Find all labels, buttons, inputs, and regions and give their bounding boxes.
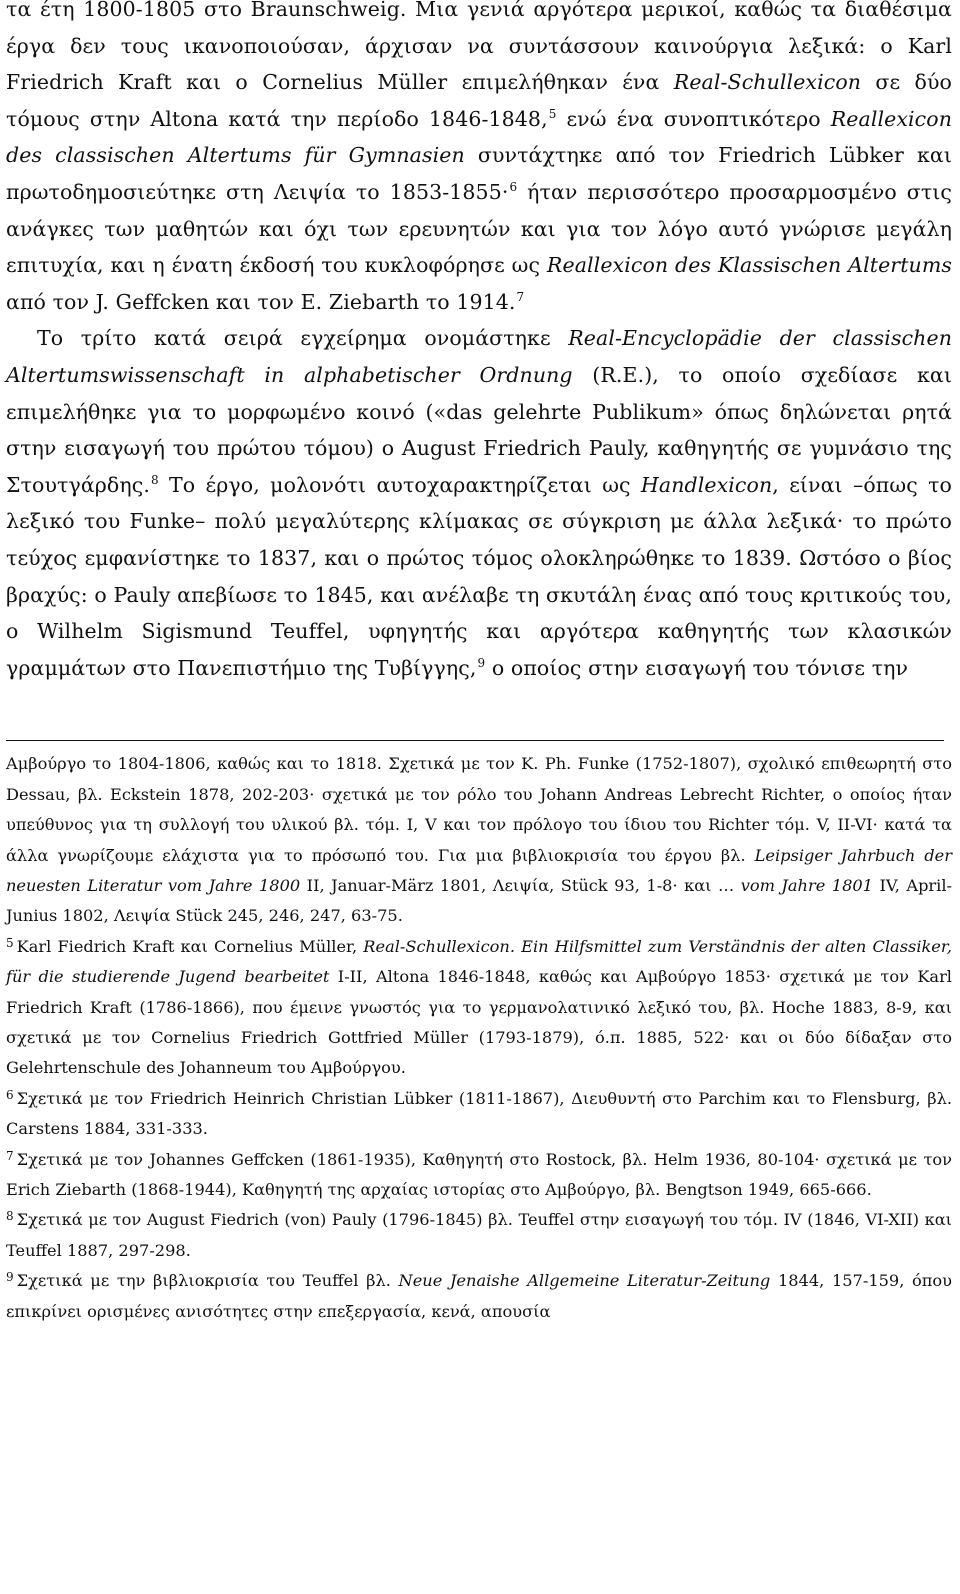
footnote-6 [6,1084,952,1145]
footnotes [6,749,952,1327]
paragraph-1 [6,0,952,320]
footnote-ref: 9 [477,655,486,670]
italic-title: Real-Schullexicon. Ein Hilfsmittel zum Verständnis der alten Classiker, für die studierende Jugend bearbeitet [6,936,952,987]
footnote-separator [6,740,944,741]
text-run: Αμβούργο το 1804-1806, καθώς και το 1818. Σχετικά με τον K. Ph. Funke (1752-1807), σχολικό επιθεωρητή στο Dessau, βλ. Eckstein 1878, 202-203· σχετικά με τον ρόλο του Johann Andreas Lebrecht Richter, ο οποίος ήταν υπεύθυνος για τη συλλογή του υλικού βλ. τόμ. I, V και τον πρόλογο του ίδιου του Richter τόμ. V, II-VI· κατά τα άλλα γνωρίζουμε ελάχιστα για το πρόσωπό του. Για μια βιβλιοκρισία του έργου βλ. [6,754,952,865]
paragraph-2 [6,320,952,686]
text-run: Karl Fiedrich Kraft και Cornelius Müller, [16,936,364,956]
footnote-number: 5 [6,935,14,950]
footnote-ref: 7 [516,289,525,304]
text-run: IV, April-Junius 1802, Λειψία Stück 245, 246, 247, 63-75. [6,875,952,926]
italic-title: Reallexicon des Klassischen Altertums [546,253,952,278]
footnote-number: 9 [6,1270,14,1285]
footnote-8 [6,1205,952,1266]
text-run: Σχετικά με τον Friedrich Heinrich Christian Lübker (1811-1867), Διευθυντή στο Parchim και το Flensburg, βλ. Carstens 1884, 331-333. [6,1088,952,1139]
italic-title: Neue Jenaishe Allgemeine Literatur-Zeitung [398,1271,771,1291]
footnote-9 [6,1266,952,1327]
footnote-number: 8 [6,1209,14,1224]
text-run: Σχετικά με τον Johannes Geffcken (1861-1935), Καθηγητή στο Rostock, βλ. Helm 1936, 80-104· σχετικά με τον Erich Ziebarth (1868-1944), Καθηγητή της αρχαίας ιστορίας στο Αμβούργο, βλ. Bengtson 1949, 665-666. [6,1149,952,1199]
text-run: συντάχτηκε από τον Friedrich Lübker και πρωτοδημοσιεύτηκε στη Λειψία το 1853-1855· [6,143,952,204]
text-run: ήταν περισσότερο προσαρμοσμένο στις ανάγκες των μαθητών και όχι των ερευνητών και για τον λόγο αυτό γνώρισε μεγάλη επιτυχία, και η ένατη έκδοσή του κυκλοφόρησε ως [6,179,953,278]
italic-title: Handlexicon [640,472,773,497]
text-run: ενώ ένα συνοπτικότερο [556,106,831,131]
footnote-ref: 8 [150,472,159,487]
italic-title: vom Jahre 1801 [740,875,873,895]
text-run: Το έργο, μολονότι αυτοχαρακτηρίζεται ως [158,472,641,497]
text-run: II, Januar-März 1801, Λειψία, Stück 93, 1-8· και … [300,875,741,895]
text-run: Σχετικά με την βιβλιοκρισία του Teuffel βλ. [16,1271,399,1291]
text-run: από τον J. Geffcken και τον E. Ziebarth το 1914. [6,289,516,314]
italic-title: Real-Schullexicon [673,70,862,95]
text-run: (R.E.), το οποίο σχεδίασε και επιμελήθηκε για το μορφωμένο κοινό («das gelehrte Publikum» όπως δηλώνεται ρητά στην εισαγωγή του πρώτου τόμου) ο August Friedrich Pauly, καθηγητής σε γυμνάσιο της Στουτγάρδης. [6,362,952,497]
text-run: σε δύο τόμους στην Altona κατά την περίοδο 1846-1848, [6,70,952,131]
footnote-5 [6,932,952,1084]
italic-title: Reallexicon des classischen Altertums für Gymnasien [6,106,953,168]
footnote-ref: 5 [548,106,557,121]
text-run: τα έτη 1800-1805 στο Braunschweig. Μια γενιά αργότερα μερικοί, καθώς τα διαθέσιμα έργα δεν τους ικανοποιούσαν, άρχισαν να συντάσσουν καινούργια λεξικά: ο Karl Friedrich Kraft και ο Cornelius Müller επιμελήθηκαν ένα [6,0,952,95]
main-text [6,0,952,686]
text-run: 1844, 157-159, όπου επικρίνει ορισμένες ανισότητες στην επεξεργασία, κενά, απουσία [6,1271,952,1321]
text-run: , είναι –όπως το λεξικό του Funke– πολύ μεγαλύτερης κλίμακας σε σύγκριση με άλλα λεξικά· το πρώτο τεύχος εμφανίστηκε το 1837, και ο πρώτος τόμος ολοκληρώθηκε το 1839. Ωστόσο ο βίος βραχύς: ο Pauly απεβίωσε το 1845, και ανέλαβε τη σκυτάλη ένας από τους κριτικούς του, ο Wilhelm Sigismund Teuffel, υφηγητής και αργότερα καθηγητής των κλασικών γραμμάτων στο Πανεπιστήμιο της Τυβίγγης, [6,472,952,680]
footnote-continued [6,749,952,931]
italic-title: Real-Encyclopädie der classischen Altertumswissenschaft in alphabetischer Ordnung [6,326,952,387]
footnote-ref: 6 [509,179,518,194]
text-run: Το τρίτο κατά σειρά εγχείρημα ονομάστηκε [37,326,569,351]
italic-title: Leipsiger Jahrbuch der neuesten Literatur vom Jahre 1800 [6,845,952,895]
text-run: I-II, Altona 1846-1848, καθώς και Αμβούργο 1853· σχετικά με τον Karl Friedrich Kraft (1786-1866), που έμεινε γνωστός για το γερμανολατινικό λεξικό του, βλ. Hoche 1883, 8-9, και σχετικά με τον Cornelius Friedrich Gottfried Müller (1793-1879), ό.π. 1885, 522· και οι δύο δίδαξαν στο Gelehrtenschule des Johanneum του Αμβούργου. [6,967,952,1078]
footnote-number: 7 [6,1148,14,1163]
footnote-number: 6 [6,1087,14,1102]
text-run: ο οποίος στην εισαγωγή του τόνισε την [485,655,909,680]
text-run: Σχετικά με τον August Fiedrich (von) Pauly (1796-1845) βλ. Teuffel στην εισαγωγή του τόμ. IV (1846, VI-XII) και Teuffel 1887, 297-298. [6,1210,952,1260]
footnote-7 [6,1145,952,1206]
